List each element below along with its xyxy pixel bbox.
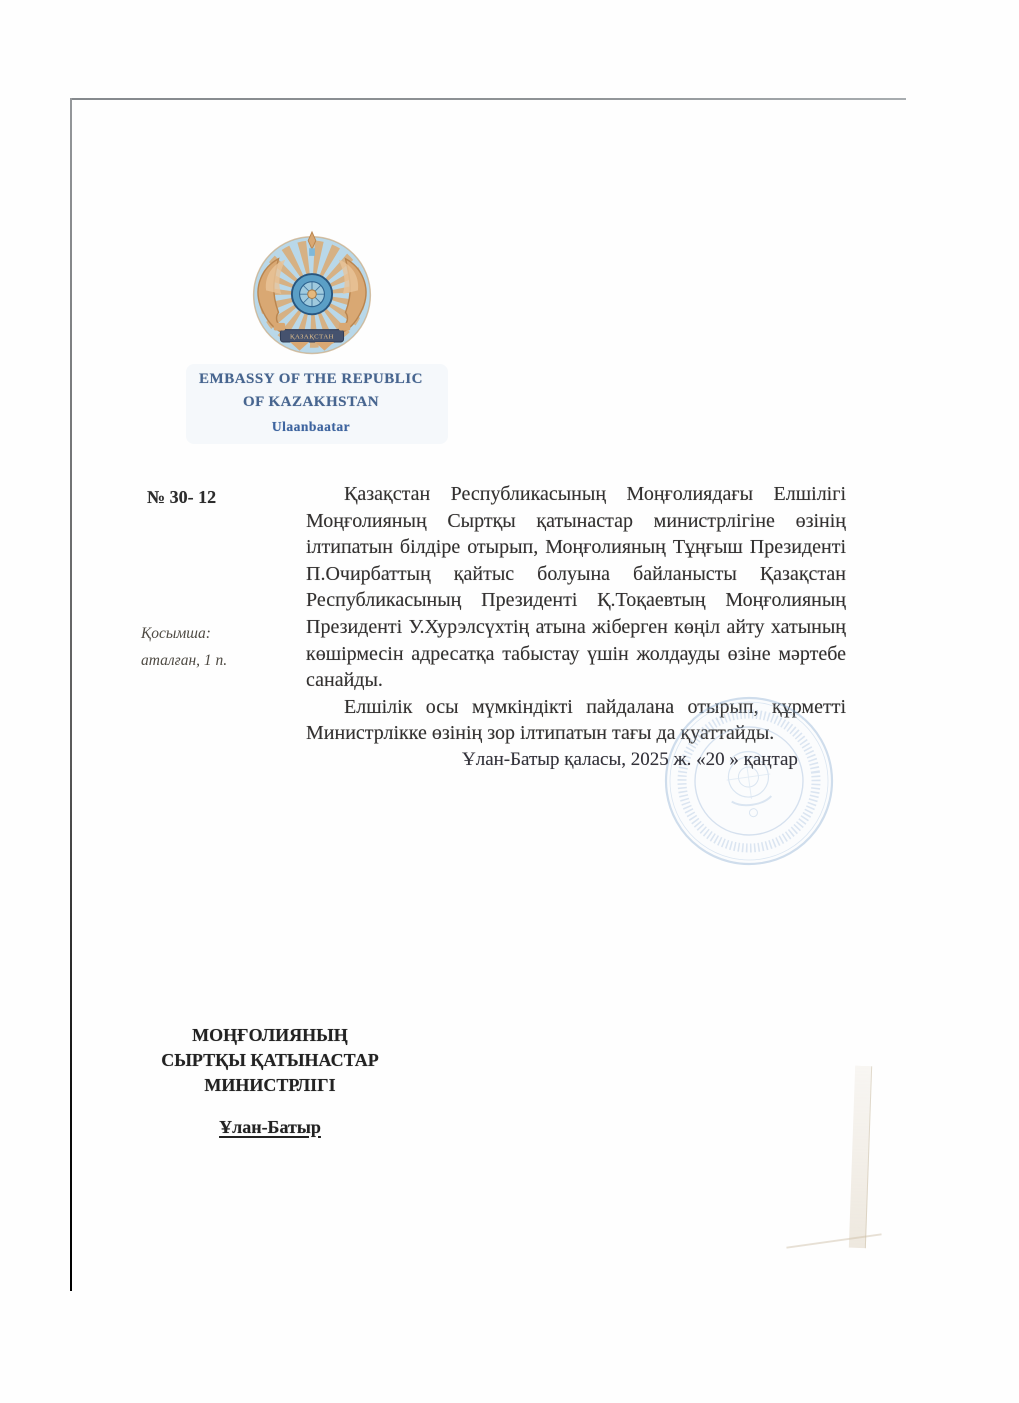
stamp-graphic xyxy=(652,684,846,878)
embassy-name-line1: EMBASSY OF THE REPUBLIC xyxy=(199,371,423,387)
addressee-line3: МИНИСТРЛІГІ xyxy=(204,1075,336,1095)
attachment-note xyxy=(141,620,227,674)
scan-border-top xyxy=(70,98,906,100)
dateline: Ұлан-Батыр қаласы, 2025 ж. «20 » қаңтар xyxy=(462,749,798,770)
addressee-line2: СЫРТҚЫ ҚАТЫНАСТАР xyxy=(161,1050,379,1070)
embassy-round-stamp xyxy=(652,684,846,878)
reference-number: № 30- 12 xyxy=(147,487,217,507)
kazakhstan-coat-of-arms-emblem xyxy=(245,230,379,366)
emblem-graphic xyxy=(245,230,379,366)
addressee-city: Ұлан-Батыр xyxy=(219,1117,321,1137)
addressee-line1: МОҢҒОЛИЯНЫҢ xyxy=(192,1025,348,1045)
scan-border-left xyxy=(70,98,72,1291)
attachment-note-line2: аталған, 1 п. xyxy=(141,652,228,669)
embassy-caption xyxy=(160,368,462,439)
embassy-city: Ulaanbaatar xyxy=(271,419,351,434)
body-paragraph-1: Қазақстан Республикасының Моңғолиядағы Елшілігі Моңғолияның Сыртқы қатынастар министрлігіне өзінің ілтипатын білдіре отырып, Моңғолияның Тұңғыш Президенті П.Очирбаттың қайтыс болуына байланысты Қазақстан Республикасының Президенті Қ.Тоқаевтың Моңғолияның Президенті У.Хурэлсүхтің атына жіберген көңіл айту хатының көшірмесін адресатқа табыстау үшін жолдауды өзіне мәртебе санайды. xyxy=(306,483,846,692)
paper-stain-vertical xyxy=(849,1066,872,1248)
addressee-block xyxy=(128,1023,412,1140)
attachment-note-line1: Қосымша: xyxy=(141,625,211,642)
embassy-name-line2: OF KAZAKHSTAN xyxy=(242,394,380,410)
paper-stain-diagonal xyxy=(786,1233,881,1248)
body-paragraph-2: Елшілік осы мүмкіндікті пайдалана отырып, құрметті Министрлікке өзінің зор ілтипатын тағы да қуаттайды. xyxy=(306,695,846,745)
emblem-banner-text: ҚАЗАҚСТАН xyxy=(290,333,334,341)
